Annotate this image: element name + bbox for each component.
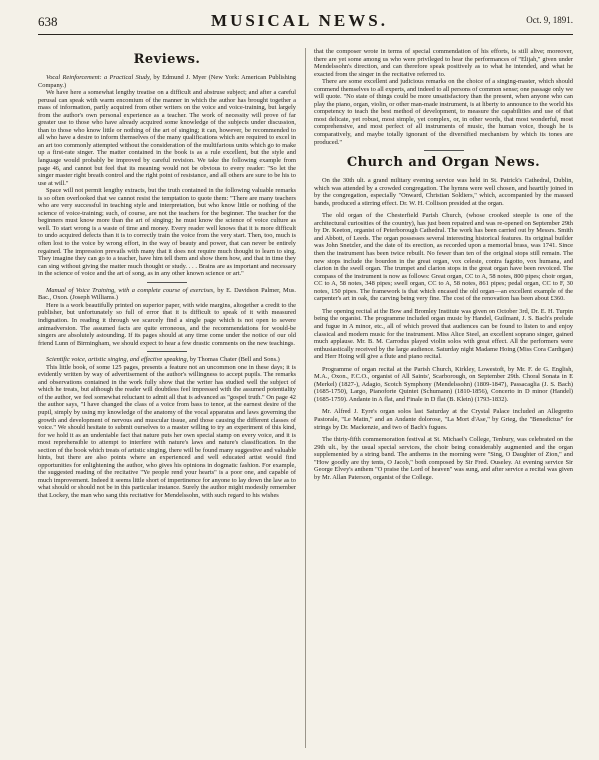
right-column bbox=[314, 48, 573, 481]
header-rule bbox=[38, 34, 573, 35]
news-item-bow-bromley: The opening recital at the Bow and Bromley Institute was given on October 3rd, Dr. E. H. Turpin being the organist. The programme included organ music by Handel, Guilmant, J. S. Bach's prelude and fugue in A minor, etc., all of which proved that audiences can be found to listen to and enjoy classical and modern music for the instrument. Miss Alice Steel, an excellent soprano singer, gained much applause. Mr. B. M. Carrodus played violin solos with great effect. All the performers were enthusiastically received by the large audience. Saturday night Madame Hoing (Miss Cora Cardigan) and Herr Hoing will give a flute and piano recital. bbox=[314, 307, 573, 361]
divider-rule bbox=[147, 351, 187, 352]
column-divider bbox=[305, 48, 306, 748]
news-item-chesterfield: The old organ of the Chesterfield Parish Church, (whose crooked steeple is one of the architectural curiosities of the country), has just been repaired and was re-opened on September 29th by Dr. Keeton, organist of Peterborough Cathedral. The work has been carried out by Messrs. Smith and Abbott, of Leeds. The organ possesses several interesting historical features. Its original builder was John Snetzler, and the date of its erection, as recorded upon a memorial brass, was 1741. Since then the instrument has been twice rebuilt. No fewer than ten of the original stops still remain. The new stops include the bourdon in the great organ, vox celeste, contra fagotto, vox humana, and clarion in the swell organ. The trumpet and clarion stops in the great organ have been revoiced. The compass of the instrument is now as follows: Great organ, CC to A, 58 notes, 800 pipes; choir organ, CC to A, 58 notes, 348 pipes; swell organ, CC to A, 58 notes, 861 pipes; pedal organ, CC to F, 30 notes, 150 pipes. The framework is that which encased the old organ—an excellent example of the carpenter's art in oak, the carving being very fine. The cost of the renovation has been about £360. bbox=[314, 212, 573, 303]
page-number: 638 bbox=[38, 14, 58, 29]
review-1-para-1: We have here a somewhat lengthy treatise on a difficult and abstruse subject; and after a careful perusal can speak with warm encomium of the manner in which the author has brought together a mass of information, partly acquired from other writers on the voice and voice-training, but largely from the author's own personal experience as a teacher. The work of necessity will prove of far greater use to those who have already acquired some knowledge of the subjects under discussion, than to those who know little or nothing of the art of singing; it can, however, be recommended to all who have a desire to inform themselves of the many qualifications which are required to excel in an art too commonly attempted without the consideration of the multifarious units which go to make up a first-rate singer. The matter contained in the book is as a rule excellent, but the style and language would probably be improved by careful revision. We take the following example from page 46, and cannot but feel that its meaning would not be obvious to every reader: "So let the singer master right breath control and the right point of resistance, and all others are sure to be his to use at will." bbox=[38, 89, 296, 187]
church-organ-heading: Church and Organ News. bbox=[346, 155, 541, 171]
news-item-tenbury: The thirty-fifth commemoration festival at St. Michael's College, Tenbury, was celebrated on the 29th ult., by the usual special services, the choir being considerably augmented and the organ supplemented by a string band. The anthems in the morning were "Sing, O Daughter of Zion," and "How goodly are thy tents, O Jacob," both composed by Sir Fred. Ouseley. At evening service Sir George Elvey's anthem "O praise the Lord of heaven" was sung, and after service a recital was given by Mr. Allan Paterson, organist of the College. bbox=[314, 436, 573, 481]
review-3-para-1: This little book, of some 125 pages, presents a feature not an uncommon one in these days; it is evidently written by way of advertisement of the author's willingness to accept pupils. The remarks and observations contained in the work fully show that the writer has studied well the subject of which he treats, but although the reader will doubtless feel impressed with the assumed potentiality of the author, we feel somewhat reluctant to admit all that is advanced as "gospel truth." On page 42 the author says, "I have changed the class of a voice from bass to tenor, at the earnest desire of the pupil, simply by using my knowledge of the anatomy of the vocal apparatus and laws governing the growth and development of nervous and muscular tissue, and those causing the different classes of voice." We should hesitate to submit ourselves to a master willing to try an experiment of this kind, for we hold it as an undeniable fact that nature puts her own special stamp on every voice, and it is most reprehensible to attempt to interfere with nature's laws and nature's classification. In the section of the book which treats of artistic singing, there will be found many suggestive and valuable hints, but there are also points where an experienced and well educated artist would find opportunities for enlightening the author, who gives his opinions in dogmatic fashion. For example, the suggested reading of the recitative "Ye people rend your hearts" is a poor one, and capable of much improvement. Indeed it seems little short of impertinence for anyone to lay down the law as to what should or should not be in this particular instance. Surely the author might modestly remember that Lockey, the man who sang this recitative for Mendelssohn, with such regard to his wishes bbox=[38, 363, 296, 499]
review-3-title: Scientific voice, artistic singing, and effective speaking, bbox=[46, 356, 189, 364]
divider-rule bbox=[147, 282, 187, 283]
review-1-author: by Edmund J. Myer (New York: American Publishing Company.) bbox=[38, 74, 296, 89]
news-item-crystal-palace: Mr. Alfred J. Eyre's organ solos last Saturday at the Crystal Palace included an Allegretto Pastorale, "Le Matin," and an Andante dolorose, "La Mort d'Ase," by Grieg, the "Benedictus" for strings by Dr. Mackenzie, and two of Bach's fugues. bbox=[314, 408, 573, 431]
review-3-author: by Thomas Chater (Bell and Sons.) bbox=[189, 356, 280, 364]
left-column bbox=[38, 48, 296, 500]
issue-date: Oct. 9, 1891. bbox=[526, 15, 573, 25]
review-2-title: Manual of Voice Training, with a complete course of exercises, bbox=[46, 286, 215, 294]
news-item-dublin: On the 30th ult. a grand military evening service was held in St. Patrick's Cathedral, Dublin, which was attended by a crowded congregation. The hymns were well chosen, and heartily joined in by the congregation, especially "Onward, Christian Soldiers," which, accompanied by the massed bands, produced a stirring effect. Dr. W. H. Collison presided at the organ. bbox=[314, 177, 573, 207]
news-item-kirkley: Programme of organ recital at the Parish Church, Kirkley, Lowestoft, by Mr. F. de G. English, M.A., Oxon., F.C.O., organist of All Saints', Scarborough, on September 29th. Choral Sonata in E (Merkel) (1827-), Adagio, Scotch Symphony (Mendelssohn) (1809-1847), Passacaglia (J. S. Bach) (1685-1750), Largo, Pianoforte Quintet (Schumann) (1810-1856), Concerto in D minor (Handel) (1685-1759). Andante in A flat, and Finale in D flat (B. Klein) (1793-1832). bbox=[314, 365, 573, 403]
masthead-title: MUSICAL NEWS. bbox=[211, 11, 388, 30]
review-continuation: that the composer wrote in terms of special commendation of his efforts, is still alive; moreover, there are yet some among us who were privileged to hear the performances of "Elijah," given under Mendelssohn's direction, and can therefore speak positively as to what he intended, and what he exacted from the singer in the recitative referred to. bbox=[314, 48, 573, 78]
review-2-para-1: Here is a work beautifully printed on superior paper, with wide margins, altogether a credit to the publisher, but unfortunately so full of error that it is difficult to speak of it with measured indignation. In reading it through we scarcely find a single page which is not open to severe animadversion. The assumed facts are quite erroneous, and the recommendations for would-be singers are absolutely astounding. If its pages should at any time come under the notice of our old friend Lunn of Birmingham, we should expect to hear a few drastic comments on the new teachings. bbox=[38, 301, 296, 347]
review-2-author: by E. Davidson Palmer, Mus. Bac., Oxon. (Joseph Williams.) bbox=[38, 286, 296, 302]
divider-rule bbox=[424, 150, 464, 151]
review-3-heading bbox=[38, 356, 296, 364]
review-1-para-2: Space will not permit lengthy extracts, but the truth contained in the following valuable remarks is so often overlooked that we cannot resist the temptation to quote them: "There are many teachers who are very successful in teaching style and interpretation, but who know little or nothing of the science of voice-training; such, of course, are not the teachers for the beginner. The teacher for the beginners must know more than the art of singing; he must know the science of voice culture as well. To start wrong is a waste of time and money. Every reader well knows that it is more difficult to undo acquired defects than it is to correctly train the voice from the very start. Then, too, much is often lost to the voice by wrong effort, in the way of beauty and power, that can never be entirely regained. The impression prevails with many that it does not require much thought to learn to sing. They imagine they can go to a teacher, have him tell them and show them how, and that in time they can sing without giving the matter much thought or study. . . . Brains are as important and necessary in the science of voice and the art of song, as in any other known science or art." bbox=[38, 187, 296, 278]
review-1-heading bbox=[38, 74, 296, 89]
review-1-title: Vocal Reinforcement: a Practical Study, bbox=[46, 74, 152, 81]
reviews-heading: Reviews. bbox=[133, 52, 201, 67]
review-closing-para: There are some excellent and judicious remarks on the choice of a singing-master, which should commend themselves to all experts, and indeed to all persons of common sense; one passage only we will quote. "No state of things could be more unsatisfactory than the present, when anyone who can play the piano, organ, violin, or other man-made instrument, is at liberty to announce to the world his competency to teach the best method of development, to measure the capabilities and use of that most delicate, yet robust, most simple, yet complex, or, in other words, that most wonderful, most comprehensive, and most perfect of all instruments of music, the human voice, though he is comparatively, and maybe totally ignorant of the diversified mechanism by which its tones are produced." bbox=[314, 78, 573, 146]
review-2-heading bbox=[38, 287, 296, 302]
